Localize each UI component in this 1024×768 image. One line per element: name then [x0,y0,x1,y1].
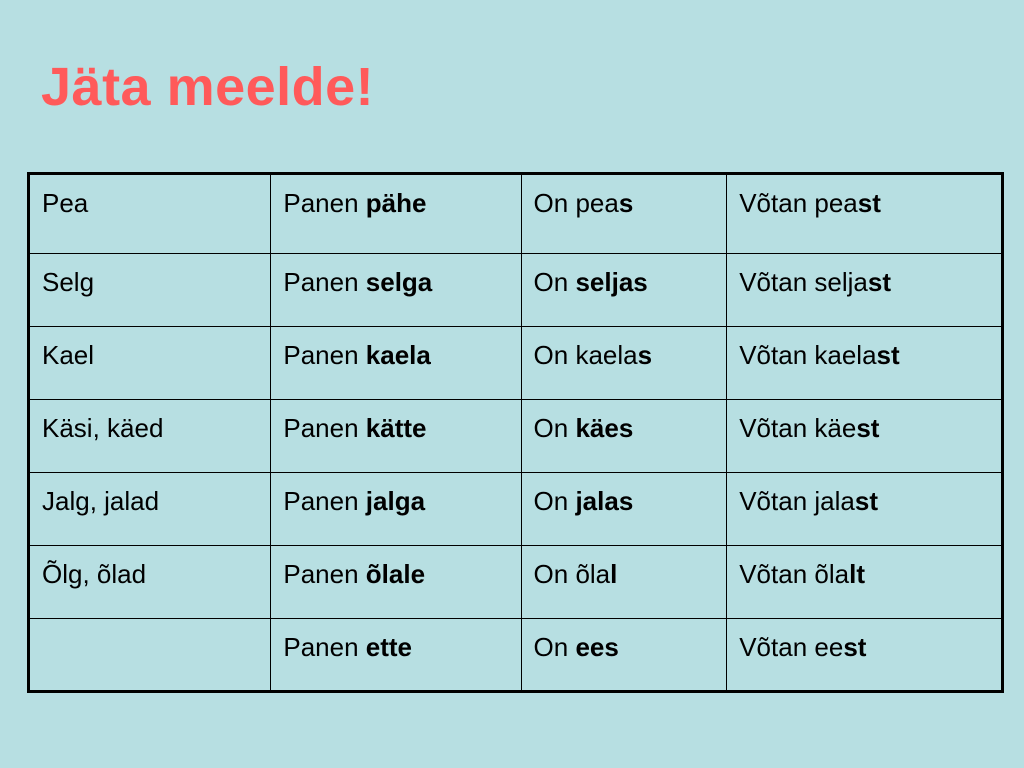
on-cell: On õlal [521,546,727,619]
put-cell: Panen ette [271,619,521,692]
put-cell: Panen kaela [271,327,521,400]
take-cell: Võtan eest [727,619,1003,692]
take-cell: Võtan peast [727,174,1003,254]
noun-cell: Jalg, jalad [29,473,271,546]
noun-cell: Õlg, õlad [29,546,271,619]
put-cell: Panen jalga [271,473,521,546]
table-row [29,174,1003,254]
take-cell: Võtan jalast [727,473,1003,546]
table-row [29,400,1003,473]
on-cell: On seljas [521,254,727,327]
put-cell: Panen pähe [271,174,521,254]
put-cell: Panen selga [271,254,521,327]
vocabulary-table [27,172,1004,693]
noun-cell: Käsi, käed [29,400,271,473]
on-cell: On ees [521,619,727,692]
noun-cell [29,619,271,692]
take-cell: Võtan seljast [727,254,1003,327]
slide-title: Jäta meelde! [41,57,375,117]
take-cell: Võtan käest [727,400,1003,473]
noun-cell: Kael [29,327,271,400]
put-cell: Panen kätte [271,400,521,473]
put-cell: Panen õlale [271,546,521,619]
on-cell: On käes [521,400,727,473]
table-row [29,619,1003,692]
table-row [29,254,1003,327]
noun-cell: Selg [29,254,271,327]
on-cell: On peas [521,174,727,254]
take-cell: Võtan kaelast [727,327,1003,400]
noun-cell: Pea [29,174,271,254]
on-cell: On jalas [521,473,727,546]
take-cell: Võtan õlalt [727,546,1003,619]
table-row [29,473,1003,546]
table-row [29,327,1003,400]
table-row [29,546,1003,619]
on-cell: On kaelas [521,327,727,400]
